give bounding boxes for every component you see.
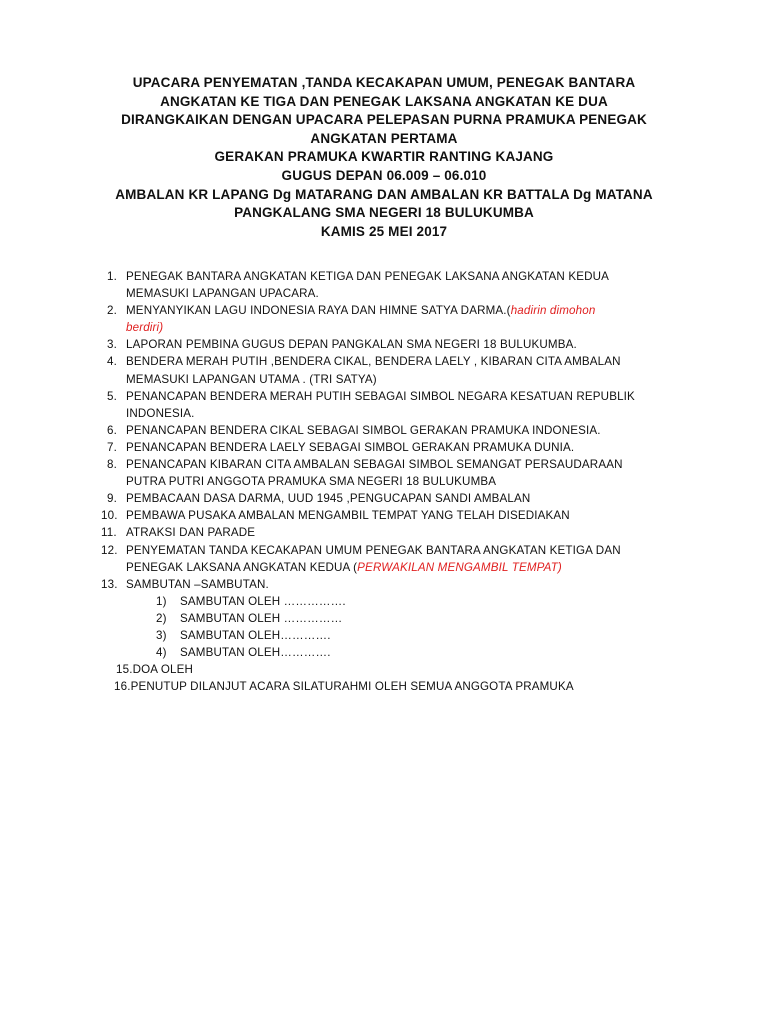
header-line: DIRANGKAIKAN DENGAN UPACARA PELEPASAN PURNA PRAMUKA PENEGAK [121, 112, 647, 128]
item-text: PUTRA PUTRI ANGGOTA PRAMUKA SMA NEGERI 18 BULUKUMBA [126, 475, 497, 489]
agenda-item [0, 302, 666, 336]
agenda-item [0, 507, 666, 524]
sub-item [0, 644, 768, 661]
item-number: 5. [107, 389, 117, 403]
item-text: BENDERA MERAH PUTIH ,BENDERA CIKAL, BENDERA LAELY , KIBARAN CITA AMBALAN [126, 355, 621, 369]
header-line: GUGUS DEPAN 06.009 – 06.010 [281, 167, 487, 183]
sub-item-number: 4) [156, 646, 167, 660]
item-text: MEMASUKI LAPANGAN UTAMA . (TRI SATYA) [126, 372, 377, 386]
sub-item-text: SAMBUTAN OLEH…………. [180, 646, 331, 660]
agenda-item [0, 268, 666, 302]
agenda-item [0, 353, 666, 387]
agenda-tail-item: 15.DOA OLEH [116, 663, 194, 677]
item-text: INDONESIA. [126, 406, 195, 420]
sub-item-text: SAMBUTAN OLEH…………. [180, 628, 331, 642]
agenda-item [0, 388, 666, 422]
item-number: 7. [107, 440, 117, 454]
item-number: 8. [107, 458, 117, 472]
item-text: PEMBACAAN DASA DARMA, UUD 1945 ,PENGUCAPAN SANDI AMBALAN [126, 492, 531, 506]
item-number: 13. [101, 577, 118, 591]
item-text: PENEGAK LAKSANA ANGKATAN KEDUA ( [126, 560, 358, 574]
agenda-item [0, 576, 666, 593]
item-number: 3. [107, 338, 117, 352]
item-text: MEMASUKI LAPANGAN UPACARA. [126, 287, 319, 301]
agenda-item [0, 336, 666, 353]
item-number: 2. [107, 304, 117, 318]
header-line: GERAKAN PRAMUKA KWARTIR RANTING KAJANG [214, 149, 554, 165]
item-number: 11. [101, 526, 117, 540]
item-text: LAPORAN PEMBINA GUGUS DEPAN PANGKALAN SMA NEGERI 18 BULUKUMBA. [126, 338, 577, 352]
item-text: PENANCAPAN BENDERA LAELY SEBAGAI SIMBOL GERAKAN PRAMUKA DUNIA. [126, 440, 575, 454]
sub-item-number: 1) [156, 594, 167, 608]
item-note: hadirin dimohon [510, 304, 596, 318]
sub-item [0, 593, 768, 610]
item-text: MENYANYIKAN LAGU INDONESIA RAYA DAN HIMNE SATYA DARMA.( [126, 304, 511, 318]
item-text: PENANCAPAN BENDERA MERAH PUTIH SEBAGAI SIMBOL NEGARA KESATUAN REPUBLIK [126, 389, 635, 403]
item-text: PENANCAPAN BENDERA CIKAL SEBAGAI SIMBOL GERAKAN PRAMUKA INDONESIA. [126, 423, 601, 437]
sub-item-number: 2) [156, 611, 167, 625]
item-text: PENEGAK BANTARA ANGKATAN KETIGA DAN PENEGAK LAKSANA ANGKATAN KEDUA [126, 270, 610, 283]
item-number: 9. [107, 492, 117, 506]
item-note: berdiri) [126, 321, 164, 335]
item-number: 1. [107, 270, 117, 283]
agenda-item [0, 542, 666, 576]
agenda-item [0, 524, 666, 541]
sub-item [0, 627, 768, 644]
header-line: PANGKALANG SMA NEGERI 18 BULUKUMBA [234, 205, 534, 221]
item-number: 4. [107, 355, 117, 369]
header-line: ANGKATAN KE TIGA DAN PENEGAK LAKSANA ANGKATAN KE DUA [160, 93, 608, 109]
header-line: UPACARA PENYEMATAN ,TANDA KECAKAPAN UMUM, PENEGAK BANTARA [132, 75, 636, 90]
sub-item [0, 610, 768, 627]
item-text: SAMBUTAN –SAMBUTAN. [126, 577, 269, 591]
item-text: ATRAKSI DAN PARADE [126, 526, 256, 540]
sub-item-number: 3) [156, 628, 167, 642]
item-number: 12. [101, 543, 118, 557]
item-text: PENANCAPAN KIBARAN CITA AMBALAN SEBAGAI SIMBOL SEMANGAT PERSAUDARAAN [126, 458, 623, 472]
item-number: 10. [101, 509, 118, 523]
item-note: PERWAKILAN MENGAMBIL TEMPAT) [357, 560, 562, 574]
agenda-list [0, 268, 768, 695]
sub-item-text: SAMBUTAN OLEH ……………. [180, 594, 346, 608]
header-line: AMBALAN KR LAPANG Dg MATARANG DAN AMBALAN KR BATTALA Dg MATANA [115, 186, 653, 202]
agenda-tail-item: 16.PENUTUP DILANJUT ACARA SILATURAHMI OLEH SEMUA ANGGOTA PRAMUKA [114, 680, 574, 694]
item-text: PEMBAWA PUSAKA AMBALAN MENGAMBIL TEMPAT YANG TELAH DISEDIAKAN [126, 509, 570, 523]
agenda-item [0, 456, 666, 490]
item-text: PENYEMATAN TANDA KECAKAPAN UMUM PENEGAK BANTARA ANGKATAN KETIGA DAN [126, 543, 621, 557]
item-number: 6. [107, 423, 117, 437]
document-header [60, 74, 708, 241]
sub-item-text: SAMBUTAN OLEH …………… [180, 611, 343, 625]
header-line: KAMIS 25 MEI 2017 [320, 223, 448, 239]
agenda-item [0, 439, 666, 456]
agenda-item [0, 490, 666, 507]
header-line: ANGKATAN PERTAMA [310, 130, 458, 146]
agenda-item [0, 422, 666, 439]
